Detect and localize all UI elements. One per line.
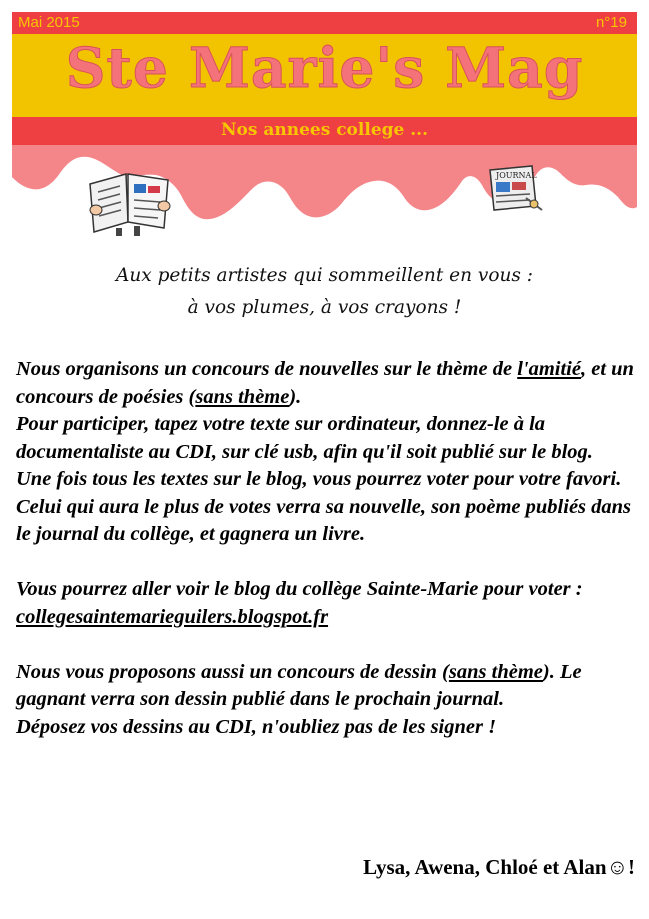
paragraph-voting: Une fois tous les textes sur le blog, vous pourrez voter pour votre favori. — [16, 468, 622, 490]
magazine-subtitle: Nos annees college ... — [220, 120, 429, 140]
masthead — [12, 12, 637, 226]
text-span: ). — [289, 385, 302, 408]
article-body — [16, 356, 636, 741]
magazine-title: Ste Marie's Mag — [65, 35, 584, 100]
text-span: Nous vous proposons aussi un concours de dessin ( — [16, 660, 449, 683]
text-span: Vous pourrez aller voir le blog du collège Sainte-Marie pour voter : — [16, 578, 583, 600]
text-span: ). Le gagnant verra son dessin publié dans le prochain journal. — [16, 660, 582, 710]
spacer — [16, 549, 636, 577]
theme-friendship: l'amitié — [517, 358, 581, 380]
journal-icon — [486, 162, 546, 218]
paragraph-contests — [16, 356, 636, 411]
title-band — [12, 34, 637, 117]
paragraph-participation: Pour participer, tapez votre texte sur ordinateur, donnez-le à la documentaliste au CDI, sur clé usb, afin qu'il soit publié sur le blog. — [16, 413, 593, 463]
signature: Lysa, Awena, Chloé et Alan☺! — [363, 855, 635, 879]
blog-link[interactable]: collegesaintemarieguilers.blogspot.fr — [16, 605, 329, 628]
intro-text — [0, 260, 649, 324]
text-span: Nous organisons un concours de nouvelles sur le thème de — [16, 358, 518, 380]
intro-line-1: Aux petits artistes qui sommeillent en vous : — [115, 265, 534, 286]
newspaper-reader-icon — [86, 170, 172, 236]
top-bar — [12, 12, 637, 34]
theme-free-poetry: sans thème — [195, 385, 290, 408]
theme-free-drawing: sans thème — [448, 660, 543, 683]
paragraph-blog — [16, 576, 636, 631]
issue-date: Mai 2015 — [18, 14, 80, 31]
subtitle-bar — [12, 117, 637, 145]
paragraph-drawing — [16, 659, 636, 714]
paragraph-prize: Celui qui aura le plus de votes verra sa nouvelle, son poème publiés dans le journal du collège, et gagnera un livre. — [16, 495, 632, 545]
paragraph-drop-off: Déposez vos dessins au CDI, n'oubliez pas de les signer ! — [16, 715, 497, 738]
intro-line-2: à vos plumes, à vos crayons ! — [187, 297, 462, 318]
text-span: , et un concours de poésies ( — [16, 358, 634, 408]
svg-text:JOURNAL: JOURNAL — [496, 171, 537, 180]
spacer — [16, 631, 636, 659]
issue-number: n°19 — [595, 14, 627, 31]
